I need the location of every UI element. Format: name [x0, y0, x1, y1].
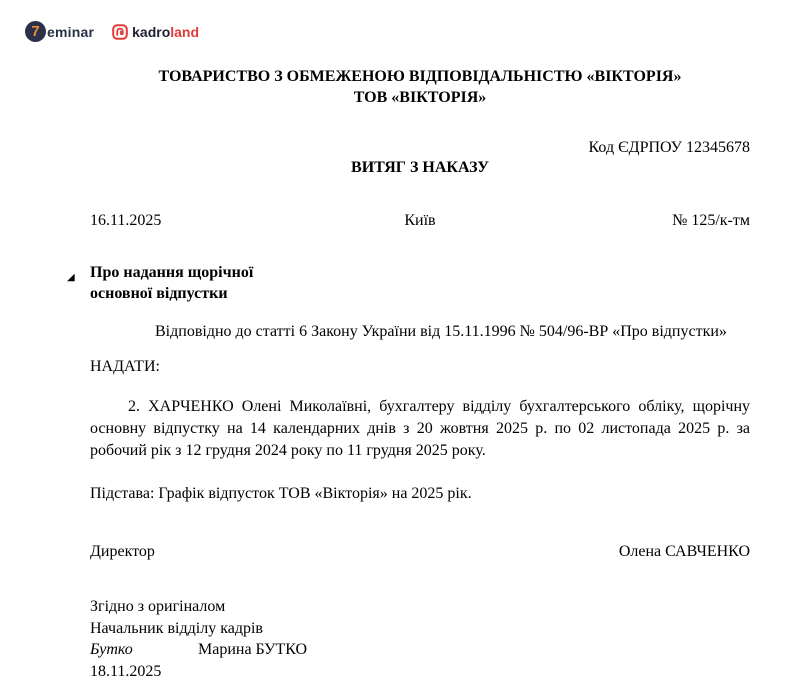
document-city: Київ: [404, 212, 436, 229]
document-date: 16.11.2025: [90, 212, 162, 229]
document-title: ВИТЯГ З НАКАЗУ: [351, 159, 489, 176]
legal-basis-line: Відповідно до статті 6 Закону України від 15.11.1996 № 504/96-ВР «Про відпустки»: [155, 323, 727, 340]
hr-signature-row: [90, 639, 307, 661]
company-short-name: ТОВ «ВІКТОРІЯ»: [353, 89, 487, 106]
hr-title: Начальник відділу кадрів: [90, 619, 263, 637]
company-full-name: ТОВАРИСТВО З ОБМЕЖЕНОЮ ВІДПОВІДАЛЬНІСТЮ «ВІКТОРІЯ»: [158, 68, 682, 85]
company-title: [90, 66, 750, 108]
seminar-logo-text: eminar: [47, 23, 95, 40]
certification-line: Згідно з оригіналом: [90, 598, 226, 615]
hr-handwritten-signature: Бутко: [90, 641, 133, 658]
seminar-logo-number: 7: [31, 23, 40, 40]
kadroland-text-dark: kadro: [132, 23, 171, 40]
document-number: № 125/к-тм: [672, 212, 750, 229]
subject-line-2: основної відпустки: [90, 285, 228, 302]
director-signature-row: [90, 543, 750, 561]
certification-block: [90, 596, 307, 682]
outline-triangle-icon: ◢: [67, 272, 75, 283]
certification-date: 18.11.2025: [90, 662, 162, 680]
document-meta-row: [90, 212, 750, 230]
director-name: Олена САВЧЕНКО: [618, 543, 750, 560]
seminar-circle-icon: [25, 21, 46, 42]
kadroland-text-red: land: [170, 23, 200, 40]
edrpou-code: Код ЄДРПОУ 12345678: [588, 139, 750, 156]
hr-name: Марина БУТКО: [198, 641, 308, 658]
document-subject: [67, 262, 254, 304]
director-title: Директор: [90, 543, 155, 560]
seminar-logo[interactable]: [25, 21, 94, 42]
order-verb: НАДАТИ:: [90, 358, 160, 375]
subject-line-1: Про надання щорічної: [90, 264, 254, 281]
basis-line: Підстава: Графік відпусток ТОВ «Вікторія» на 2025 рік.: [90, 485, 472, 502]
order-item-paragraph: 2. ХАРЧЕНКО Олені Миколаївні, бухгалтеру відділу бухгалтерського обліку, щорічну основну відпустку на 14 календарних днів з 20 жовтня 2025 р. по 02 листопада 2025 р. за робочий рік з 12 грудня 2024 року по 11 грудня 2025 року.: [90, 398, 750, 459]
